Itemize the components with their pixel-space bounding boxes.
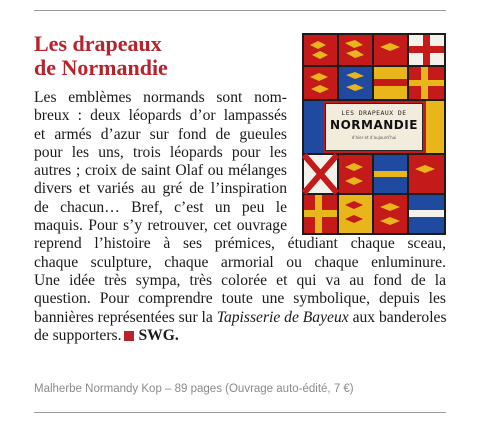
body-line: Une idée très sympa, très colorée et qui va au fond de la (34, 271, 446, 289)
cover-subtitle: d’hier et d’aujourd’hui (351, 135, 397, 140)
book-reference: Tapisserie de Bayeux (216, 308, 349, 326)
body-line: divers et variés au gré de l’inspiration (34, 180, 287, 198)
cover-title-big: NORMANDIE (330, 118, 418, 132)
title-line-1: Les drapeaux (34, 31, 162, 56)
body-line (34, 327, 446, 345)
body-line: breux : deux léopards d’or lampassés (34, 107, 287, 125)
body-line: pour les uns, trois léopards pour les (34, 143, 287, 161)
body-line: de chacun… Bref, c’est un peu le (34, 198, 287, 216)
flag-tile (339, 35, 372, 65)
title-line-2: de Normandie (34, 55, 168, 80)
body-line: et armés d’azur sur fond de gueules (34, 125, 287, 143)
body-line: maquis. Pour s’y retrouver, cet ouvrage (34, 217, 287, 235)
body-text-segment: bannières représentées sur la (34, 308, 217, 326)
body-text-segment: de supporters. (34, 326, 122, 344)
bottom-rule (34, 412, 446, 413)
article-title (34, 32, 284, 80)
author-signature: SWG. (138, 326, 179, 344)
body-line: Les emblèmes normands sont nom- (34, 89, 287, 106)
cover-title-small: LES DRAPEAUX DE (341, 109, 407, 117)
body-line (34, 309, 446, 327)
body-text-segment: aux banderoles (348, 308, 447, 326)
top-rule (34, 10, 446, 11)
body-line: question. Pour comprendre toute une symbolique, depuis les (34, 290, 446, 308)
book-credit: Malherbe Normandy Kop – 89 pages (Ouvrage auto-édité, 7 €) (34, 383, 354, 395)
end-mark-icon (124, 331, 134, 341)
body-line: chaque sculpture, chaque armorial ou chaque enluminure. (34, 253, 446, 271)
body-line: reprend l’histoire à ses prémices, étudiant chaque sceau, (34, 235, 446, 253)
body-line: autres ; croix de saint Olaf ou mélanges (34, 162, 287, 180)
article-body (34, 89, 446, 345)
flag-tile (304, 35, 337, 65)
